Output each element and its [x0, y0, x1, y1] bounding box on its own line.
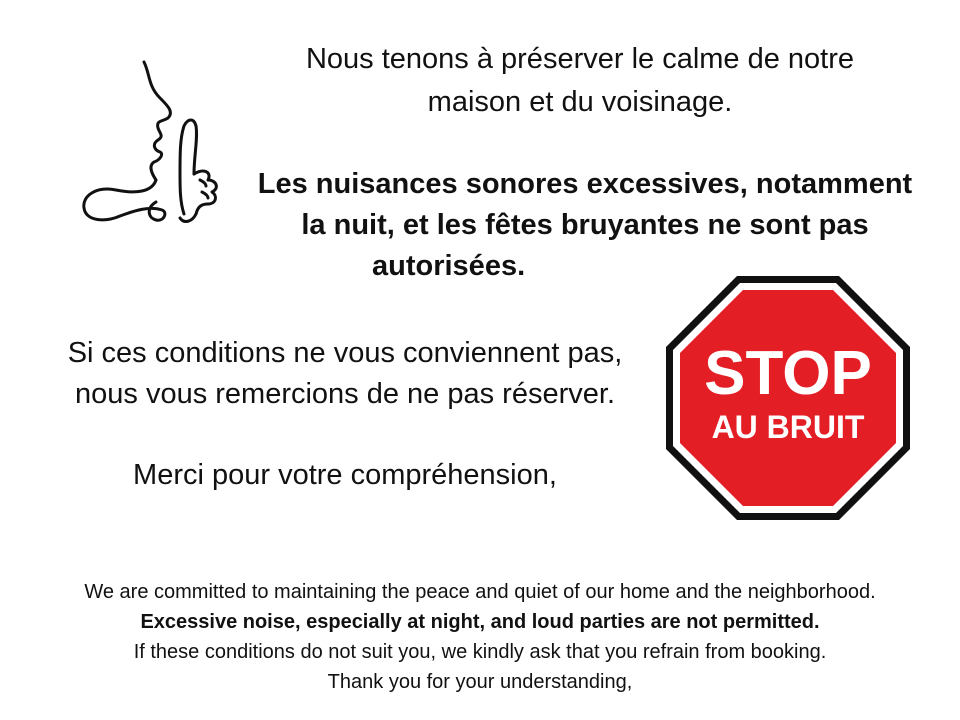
french-intro-line2: maison et du voisinage.	[427, 86, 733, 118]
english-line4: Thank you for your understanding,	[327, 671, 633, 693]
french-rule-line1: Les nuisances sonores excessives, notamment	[257, 168, 913, 200]
french-conditions-line1: Si ces conditions ne vous conviennent pas,	[67, 337, 623, 369]
english-block	[0, 577, 960, 697]
stop-sign-icon	[660, 270, 916, 526]
french-conditions	[40, 333, 650, 415]
french-intro-line1: Nous tenons à préserver le calme de notre	[305, 43, 855, 75]
shush-face-icon	[76, 56, 236, 231]
english-line1: We are committed to maintaining the peace and quiet of our home and the neighborhood.	[84, 581, 876, 603]
french-rule	[250, 164, 920, 287]
stop-sign-main-text: STOP	[704, 339, 872, 408]
english-line3: If these conditions do not suit you, we kindly ask that you refrain from booking.	[133, 641, 827, 663]
french-thanks: Merci pour votre compréhension,	[133, 459, 557, 491]
english-line2: Excessive noise, especially at night, and loud parties are not permitted.	[140, 611, 820, 633]
french-rule-line3: autorisées.	[372, 250, 526, 282]
french-conditions-line2: nous vous remercions de ne pas réserver.	[75, 378, 615, 410]
french-intro	[250, 38, 910, 124]
french-rule-line2: la nuit, et les fêtes bruyantes ne sont pas	[301, 209, 869, 241]
stop-sign-sub-text: AU BRUIT	[711, 409, 865, 445]
